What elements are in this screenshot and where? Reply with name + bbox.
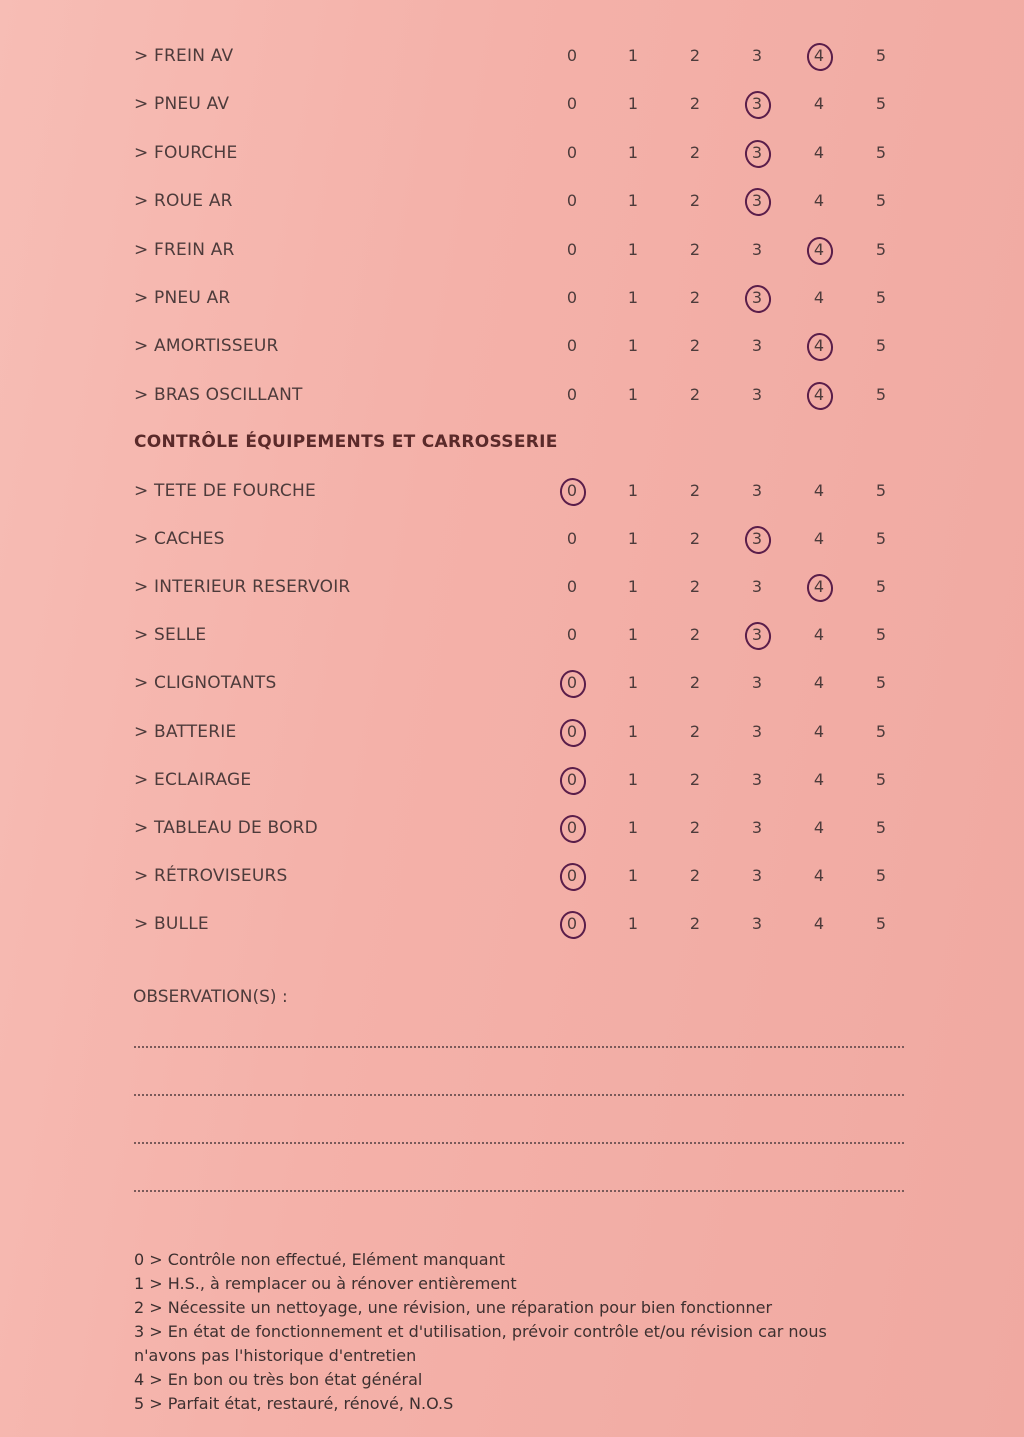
- score-option-selected[interactable]: 0: [557, 760, 587, 800]
- score-option-selected[interactable]: 0: [557, 856, 587, 896]
- score-option[interactable]: 3: [751, 239, 763, 259]
- score-option[interactable]: 5: [875, 288, 887, 307]
- score-option[interactable]: 0: [566, 46, 578, 65]
- score-option[interactable]: 1: [627, 384, 639, 404]
- score-option[interactable]: 4: [813, 191, 825, 211]
- section-title: CONTRÔLE ÉQUIPEMENTS ET CARROSSERIE: [134, 432, 558, 452]
- checklist-item-label: > CACHES: [134, 529, 225, 550]
- checklist-item-label: > ROUE AR: [134, 191, 233, 212]
- checklist-row: [0, 519, 1024, 559]
- score-option-selected[interactable]: 4: [804, 326, 834, 366]
- score-option[interactable]: 2: [689, 769, 701, 789]
- score-option[interactable]: 2: [689, 191, 701, 211]
- legend-line: n'avons pas l'historique d'entretien: [134, 1346, 417, 1365]
- score-option[interactable]: 0: [566, 529, 578, 549]
- checklist-item-label: > INTERIEUR RESERVOIR: [134, 577, 351, 598]
- legend-line: 5 > Parfait état, restauré, rénové, N.O.S: [134, 1394, 454, 1413]
- score-option[interactable]: 2: [689, 721, 701, 741]
- score-option-selected[interactable]: 0: [557, 904, 587, 944]
- checklist-row: [0, 36, 1024, 76]
- checklist-row: [0, 471, 1024, 511]
- score-option-selected[interactable]: 0: [557, 712, 587, 752]
- score-option[interactable]: 2: [689, 625, 701, 645]
- score-option[interactable]: 5: [875, 336, 887, 356]
- score-option[interactable]: 1: [627, 577, 639, 597]
- legend-line: 4 > En bon ou très bon état général: [134, 1370, 423, 1389]
- score-option[interactable]: 3: [751, 913, 763, 933]
- score-option[interactable]: 0: [566, 142, 578, 162]
- score-option[interactable]: 5: [875, 721, 887, 741]
- score-option[interactable]: 2: [689, 817, 701, 837]
- score-option-selected[interactable]: 0: [557, 471, 587, 511]
- observation-line-4[interactable]: [134, 1190, 904, 1192]
- score-option[interactable]: 0: [566, 288, 578, 307]
- checklist-row: [0, 904, 1024, 944]
- score-option[interactable]: 5: [875, 913, 887, 933]
- score-option[interactable]: 4: [813, 769, 825, 789]
- score-option-selected[interactable]: 4: [804, 375, 834, 415]
- score-option[interactable]: 5: [875, 239, 887, 259]
- score-option[interactable]: 3: [751, 817, 763, 837]
- score-option[interactable]: 5: [875, 817, 887, 837]
- score-option[interactable]: 5: [875, 769, 887, 789]
- checklist-item-label: > BULLE: [134, 913, 209, 934]
- observations-label: OBSERVATION(S) :: [133, 987, 288, 1007]
- score-option-selected[interactable]: 3: [742, 519, 772, 559]
- checklist-row: [0, 230, 1024, 270]
- score-option[interactable]: 3: [751, 577, 763, 597]
- observation-line-2[interactable]: [134, 1094, 904, 1096]
- score-option[interactable]: 1: [627, 288, 639, 307]
- score-option-selected[interactable]: 0: [557, 808, 587, 848]
- score-option[interactable]: 0: [566, 191, 578, 211]
- score-option[interactable]: 4: [813, 142, 825, 162]
- score-option[interactable]: 3: [751, 865, 763, 885]
- score-option[interactable]: 5: [875, 142, 887, 162]
- checklist-item-label: > FREIN AR: [134, 239, 235, 260]
- score-option[interactable]: 1: [627, 46, 639, 65]
- score-option[interactable]: 2: [689, 142, 701, 162]
- checklist-item-label: > ECLAIRAGE: [134, 769, 252, 790]
- score-option[interactable]: 4: [813, 673, 825, 693]
- score-option[interactable]: 0: [566, 336, 578, 356]
- score-option[interactable]: 2: [689, 481, 701, 500]
- score-option[interactable]: 1: [627, 625, 639, 645]
- legend-line: 3 > En état de fonctionnement et d'utilisation, prévoir contrôle et/ou révision car nous: [134, 1322, 827, 1341]
- score-option[interactable]: 5: [875, 94, 887, 114]
- checklist-item-label: > TETE DE FOURCHE: [134, 481, 316, 501]
- score-option[interactable]: 0: [566, 577, 578, 597]
- checklist-item-label: > FREIN AV: [134, 46, 234, 66]
- checklist-item-label: > BRAS OSCILLANT: [134, 384, 303, 405]
- score-option[interactable]: 1: [627, 239, 639, 259]
- score-option[interactable]: 3: [751, 384, 763, 404]
- score-option[interactable]: 5: [875, 46, 887, 65]
- score-option[interactable]: 1: [627, 94, 639, 114]
- score-option[interactable]: 1: [627, 865, 639, 885]
- score-option[interactable]: 4: [813, 94, 825, 114]
- checklist-row: [0, 615, 1024, 655]
- score-option[interactable]: 1: [627, 769, 639, 789]
- score-option[interactable]: 1: [627, 142, 639, 162]
- score-option-selected[interactable]: 3: [742, 181, 772, 221]
- score-option[interactable]: 2: [689, 529, 701, 549]
- checklist-item-label: > BATTERIE: [134, 721, 237, 742]
- checklist-row: [0, 326, 1024, 366]
- score-option[interactable]: 3: [751, 769, 763, 789]
- score-option[interactable]: 2: [689, 865, 701, 885]
- score-option-selected[interactable]: 3: [742, 133, 772, 173]
- legend: [134, 1248, 894, 1416]
- score-option[interactable]: 5: [875, 577, 887, 597]
- score-option-selected[interactable]: 3: [742, 84, 772, 124]
- score-option[interactable]: 2: [689, 239, 701, 259]
- legend-line: 1 > H.S., à remplacer ou à rénover entièrement: [134, 1274, 517, 1293]
- checklist-row: [0, 375, 1024, 415]
- score-option[interactable]: 2: [689, 336, 701, 356]
- score-option[interactable]: 4: [813, 288, 825, 307]
- score-option-selected[interactable]: 4: [804, 230, 834, 270]
- score-option[interactable]: 3: [751, 673, 763, 693]
- checklist-item-label: > CLIGNOTANTS: [134, 673, 277, 694]
- score-option[interactable]: 1: [627, 913, 639, 933]
- score-option[interactable]: 0: [566, 94, 578, 114]
- score-option[interactable]: 4: [813, 721, 825, 741]
- score-option[interactable]: 2: [689, 577, 701, 597]
- score-option[interactable]: 1: [627, 481, 639, 500]
- score-option[interactable]: 1: [627, 673, 639, 693]
- score-option[interactable]: 1: [627, 191, 639, 211]
- score-option[interactable]: 3: [751, 721, 763, 741]
- score-option[interactable]: 4: [813, 913, 825, 933]
- score-option-selected[interactable]: 4: [804, 36, 834, 76]
- score-option[interactable]: 2: [689, 384, 701, 404]
- score-option[interactable]: 0: [566, 239, 578, 259]
- score-option[interactable]: 5: [875, 191, 887, 211]
- score-option[interactable]: 5: [875, 865, 887, 885]
- score-option[interactable]: 2: [689, 94, 701, 114]
- checklist-item-label: > PNEU AV: [134, 94, 230, 115]
- score-option[interactable]: 1: [627, 336, 639, 356]
- score-option[interactable]: 3: [751, 336, 763, 356]
- score-option[interactable]: 3: [751, 481, 763, 500]
- score-option[interactable]: 5: [875, 625, 887, 645]
- score-option[interactable]: 2: [689, 288, 701, 307]
- checklist-item-label: > PNEU AR: [134, 288, 231, 308]
- checklist-row: [0, 760, 1024, 800]
- score-option-selected[interactable]: 4: [804, 567, 834, 607]
- score-option[interactable]: 5: [875, 481, 887, 500]
- score-option[interactable]: 1: [627, 817, 639, 837]
- score-option[interactable]: 1: [627, 721, 639, 741]
- score-option[interactable]: 0: [566, 625, 578, 645]
- score-option[interactable]: 0: [566, 384, 578, 404]
- checklist-row: [0, 278, 1024, 318]
- legend-line: 2 > Nécessite un nettoyage, une révision, une réparation pour bien fonctionner: [134, 1298, 773, 1317]
- score-option[interactable]: 4: [813, 865, 825, 885]
- score-option[interactable]: 5: [875, 529, 887, 549]
- score-option[interactable]: 3: [751, 46, 763, 65]
- score-option[interactable]: 4: [813, 817, 825, 837]
- checklist-item-label: > AMORTISSEUR: [134, 336, 279, 357]
- score-option-selected[interactable]: 0: [557, 663, 587, 703]
- score-option[interactable]: 4: [813, 529, 825, 549]
- checklist-item-label: > RÉTROVISEURS: [134, 865, 288, 886]
- checklist-item-label: > FOURCHE: [134, 142, 238, 163]
- score-option[interactable]: 1: [627, 529, 639, 549]
- score-option[interactable]: 2: [689, 673, 701, 693]
- score-option[interactable]: 4: [813, 625, 825, 645]
- score-option[interactable]: 4: [813, 481, 825, 500]
- checklist-row: [0, 712, 1024, 752]
- checklist-row: [0, 567, 1024, 607]
- score-option-selected[interactable]: 3: [742, 615, 772, 655]
- checklist-row: [0, 84, 1024, 124]
- score-option[interactable]: 2: [689, 46, 701, 65]
- checklist-item-label: > TABLEAU DE BORD: [134, 817, 318, 838]
- checklist-row: [0, 133, 1024, 173]
- score-option[interactable]: 5: [875, 384, 887, 404]
- score-option[interactable]: 5: [875, 673, 887, 693]
- checklist-row: [0, 856, 1024, 896]
- legend-line: 0 > Contrôle non effectué, Elément manquant: [134, 1250, 505, 1269]
- checklist-row: [0, 663, 1024, 703]
- score-option-selected[interactable]: 3: [742, 278, 772, 318]
- observation-line-3[interactable]: [134, 1142, 904, 1144]
- score-option[interactable]: 2: [689, 913, 701, 933]
- checklist-item-label: > SELLE: [134, 625, 207, 646]
- checklist-row: [0, 808, 1024, 848]
- checklist-row: [0, 181, 1024, 221]
- observation-line-1[interactable]: [134, 1046, 904, 1048]
